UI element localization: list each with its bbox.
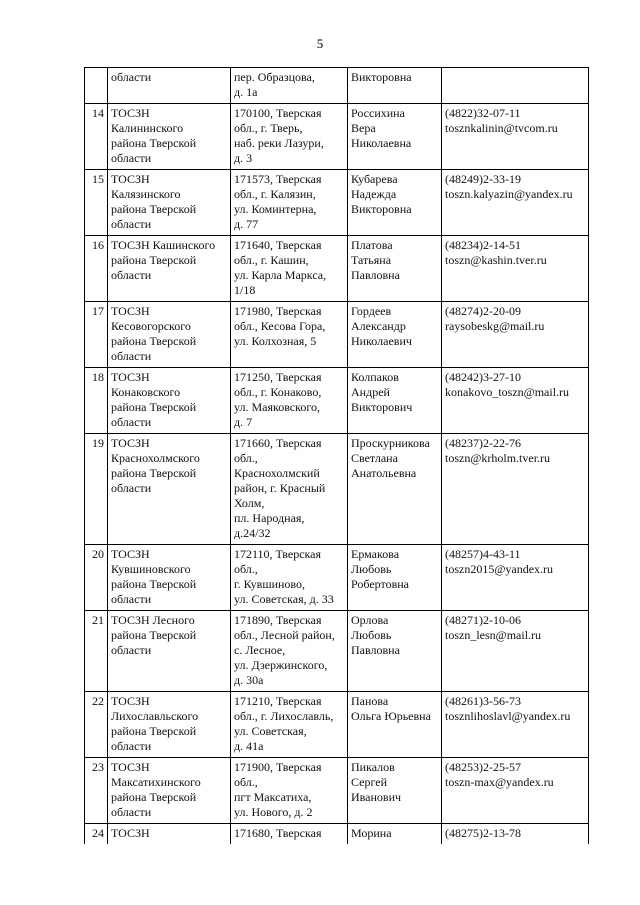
address-cell: 171210, Тверская обл., г. Лихославль, ул. Советская, д. 41а [231,692,348,758]
contact-cell: (48242)3-27-10 konakovo_toszn@mail.ru [442,368,589,434]
row-number-cell: 20 [85,545,108,611]
head-name-cell: Проскурникова Светлана Анатольевна [348,434,442,545]
organization-cell: ТОСЗН Краснохолмского района Тверской области [108,434,231,545]
address-cell: 171900, Тверская обл., пгт Максатиха, ул. Нового, д. 2 [231,758,348,824]
organization-cell: ТОСЗН Лихославльского района Тверской области [108,692,231,758]
address-cell: 171640, Тверская обл., г. Кашин, ул. Карла Маркса, 1/18 [231,236,348,302]
table-row [85,68,589,104]
head-name-cell: Пикалов Сергей Иванович [348,758,442,824]
address-cell: 170100, Тверская обл., г. Тверь, наб. реки Лазури, д. 3 [231,104,348,170]
organization-cell: области [108,68,231,104]
table-row [85,302,589,368]
contact-cell: (48271)2-10-06 toszn_lesn@mail.ru [442,611,589,692]
organization-cell: ТОСЗН [108,824,231,845]
organization-cell: ТОСЗН Лесного района Тверской области [108,611,231,692]
row-number-cell: 15 [85,170,108,236]
head-name-cell: Ермакова Любовь Робертовна [348,545,442,611]
table-row [85,104,589,170]
row-number-cell: 14 [85,104,108,170]
table-row [85,545,589,611]
table-row [85,434,589,545]
registry-table-body [85,68,589,845]
head-name-cell: Гордеев Александр Николаевич [348,302,442,368]
row-number-cell: 19 [85,434,108,545]
page-number: 5 [316,36,324,51]
organization-cell: ТОСЗН Калязинского района Тверской области [108,170,231,236]
row-number-cell: 16 [85,236,108,302]
table-row [85,236,589,302]
address-cell: 171250, Тверская обл., г. Конаково, ул. Маяковского, д. 7 [231,368,348,434]
organization-cell: ТОСЗН Максатихинского района Тверской области [108,758,231,824]
table-row [85,824,589,845]
head-name-cell: Россихина Вера Николаевна [348,104,442,170]
organization-cell: ТОСЗН Конаковского района Тверской области [108,368,231,434]
head-name-cell: Кубарева Надежда Викторовна [348,170,442,236]
head-name-cell: Морина [348,824,442,845]
address-cell: 171680, Тверская [231,824,348,845]
address-cell: 171573, Тверская обл., г. Калязин, ул. Коминтерна, д. 77 [231,170,348,236]
organization-cell: ТОСЗН Кувшиновского района Тверской области [108,545,231,611]
table-row [85,758,589,824]
row-number-cell: 24 [85,824,108,845]
contact-cell: (48237)2-22-76 toszn@krholm.tver.ru [442,434,589,545]
organization-cell: ТОСЗН Кашинского района Тверской области [108,236,231,302]
contact-cell: (48261)3-56-73 tosznlihoslavl@yandex.ru [442,692,589,758]
address-cell: 171890, Тверская обл., Лесной район, с. Лесное, ул. Дзержинского, д. 30а [231,611,348,692]
contact-cell: (4822)32-07-11 tosznkalinin@tvcom.ru [442,104,589,170]
address-cell: 172110, Тверская обл., г. Кувшиново, ул. Советская, д. 33 [231,545,348,611]
row-number-cell: 18 [85,368,108,434]
head-name-cell: Колпаков Андрей Викторович [348,368,442,434]
row-number-cell: 23 [85,758,108,824]
row-number-cell: 21 [85,611,108,692]
registry-table [84,67,589,844]
head-name-cell: Панова Ольга Юрьевна [348,692,442,758]
table-row [85,170,589,236]
head-name-cell: Платова Татьяна Павловна [348,236,442,302]
address-cell: 171660, Тверская обл., Краснохолмский район, г. Красный Холм, пл. Народная, д.24/32 [231,434,348,545]
contact-cell: (48275)2-13-78 [442,824,589,845]
row-number-cell: 17 [85,302,108,368]
address-cell: пер. Образцова, д. 1а [231,68,348,104]
contact-cell: (48234)2-14-51 toszn@kashin.tver.ru [442,236,589,302]
organization-cell: ТОСЗН Калининского района Тверской области [108,104,231,170]
table-row [85,611,589,692]
row-number-cell: 22 [85,692,108,758]
head-name-cell: Орлова Любовь Павловна [348,611,442,692]
organization-cell: ТОСЗН Кесовогорского района Тверской области [108,302,231,368]
table-row [85,692,589,758]
contact-cell [442,68,589,104]
contact-cell: (48257)4-43-11 toszn2015@yandex.ru [442,545,589,611]
contact-cell: (48249)2-33-19 toszn.kalyazin@yandex.ru [442,170,589,236]
table-row [85,368,589,434]
contact-cell: (48253)2-25-57 toszn-max@yandex.ru [442,758,589,824]
address-cell: 171980, Тверская обл., Кесова Гора, ул. Колхозная, 5 [231,302,348,368]
row-number-cell [85,68,108,104]
head-name-cell: Викторовна [348,68,442,104]
contact-cell: (48274)2-20-09 raysobeskg@mail.ru [442,302,589,368]
